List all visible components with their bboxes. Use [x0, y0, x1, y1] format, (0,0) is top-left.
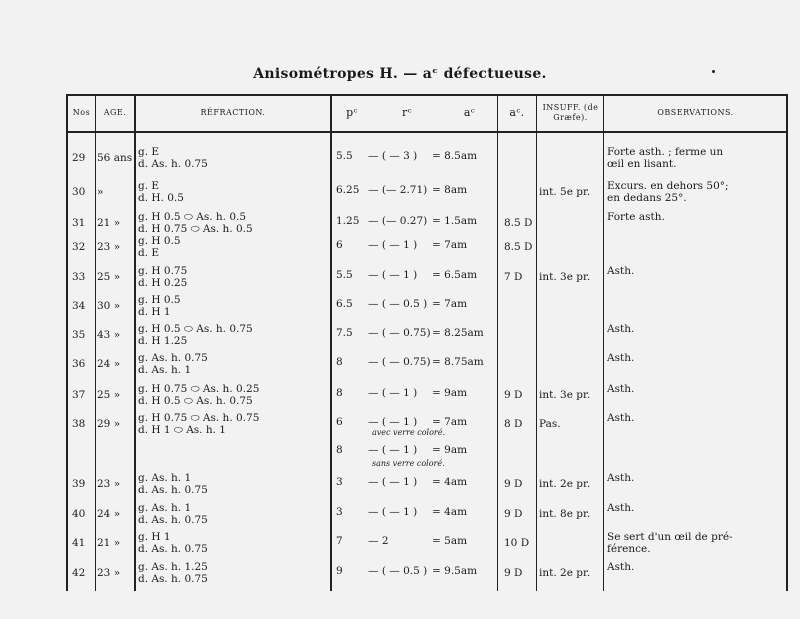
observation-line: Asth.: [607, 265, 635, 277]
refraction-line: g. H 0.75 ⬭ As. h. 0.25: [138, 383, 260, 395]
row-age: 25 »: [97, 271, 121, 283]
refraction-line: d. H 0.5 ⬭ As. h. 0.75: [138, 395, 253, 407]
refraction-line: d. H 1: [138, 306, 171, 318]
observation-line: Asth.: [607, 561, 635, 573]
value-a: = 8.5am: [432, 150, 478, 162]
value-r: — ( — 0.5 ): [368, 298, 428, 310]
row-number: 34: [72, 300, 86, 312]
value-p: 7: [336, 535, 343, 547]
row-number: 35: [72, 329, 86, 341]
observation-line: Asth.: [607, 323, 635, 335]
observation-line: en dedans 25°.: [607, 192, 687, 204]
observation-line: férence.: [607, 543, 651, 555]
value-r: — ( — 1 ): [368, 476, 418, 488]
header-observations: OBSERVATIONS.: [657, 108, 734, 117]
note-without-glass: sans verre coloré.: [372, 459, 445, 468]
header-a2: aᶜ.: [509, 106, 525, 119]
row-number: 39: [72, 478, 86, 490]
value-r: — ( — 0.75): [368, 356, 431, 368]
row-age: »: [97, 186, 104, 198]
value-a: = 1.5am: [432, 215, 478, 227]
value-a2: 10 D: [504, 537, 530, 549]
refraction-line: g. H 0.75 ⬭ As. h. 0.75: [138, 412, 260, 424]
header-no: Nos: [72, 108, 91, 117]
refraction-line: d. As. h. 0.75: [138, 158, 208, 170]
value-a2: 8 D: [504, 418, 523, 430]
note-with-glass: avec verre coloré.: [372, 428, 445, 437]
row-age: 21 »: [97, 537, 121, 549]
value-r: — (— 2.71): [368, 184, 428, 196]
value-a2: 7 D: [504, 271, 523, 283]
refraction-line: g. H 0.5 ⬭ As. h. 0.5: [138, 211, 247, 223]
value-a: = 7am: [432, 239, 468, 251]
header-age: AGE.: [103, 108, 127, 117]
row-number: 31: [72, 217, 86, 229]
col-rule: [536, 94, 537, 591]
value-p: 1.25: [336, 215, 360, 227]
value-a: = 8.25am: [432, 327, 484, 339]
insuff-value: int. 2e pr.: [539, 567, 591, 579]
value-a: = 4am: [432, 506, 468, 518]
value-a: = 5am: [432, 535, 468, 547]
row-age: 23 »: [97, 567, 121, 579]
refraction-line: d. E: [138, 247, 160, 259]
value-p: 8: [336, 387, 343, 399]
row-number: 32: [72, 241, 86, 253]
value-r: — ( — 0.5 ): [368, 565, 428, 577]
insuff-value: int. 2e pr.: [539, 478, 591, 490]
refraction-line: d. H 1.25: [138, 335, 188, 347]
row-number: 30: [72, 186, 86, 198]
refraction-line: d. H 1 ⬭ As. h. 1: [138, 424, 226, 436]
observation-line: Excurs. en dehors 50°;: [607, 180, 729, 192]
col-rule: [786, 94, 788, 591]
row-age: 23 »: [97, 241, 121, 253]
value-a2: 9 D: [504, 389, 523, 401]
refraction-line: g. H 0.75: [138, 265, 188, 277]
value-r: — ( — 1 ): [368, 387, 418, 399]
value-p: 3: [336, 506, 343, 518]
row-age: 23 »: [97, 478, 121, 490]
value-a2: 8.5 D: [504, 217, 533, 229]
row-age: 21 »: [97, 217, 121, 229]
value-a: = 6.5am: [432, 269, 478, 281]
col-rule: [95, 94, 96, 591]
observation-line: Forte asth. ; ferme un: [607, 146, 724, 158]
header-a: aᶜ: [463, 106, 476, 119]
value-p: 9: [336, 565, 343, 577]
col-rule: [330, 94, 332, 591]
insuff-value: int. 5e pr.: [539, 186, 591, 198]
value-r: — 2: [368, 535, 389, 547]
value-a2: 9 D: [504, 478, 523, 490]
refraction-line: g. H 1: [138, 531, 171, 543]
refraction-line: g. H 0.5 ⬭ As. h. 0.75: [138, 323, 253, 335]
value-p: 5.5: [336, 269, 353, 281]
refraction-line: g. As. h. 1.25: [138, 561, 208, 573]
row-number: 42: [72, 567, 86, 579]
value-a2: 8.5 D: [504, 241, 533, 253]
col-rule: [66, 94, 68, 591]
observation-line: Asth.: [607, 352, 635, 364]
refraction-line: d. As. h. 0.75: [138, 484, 208, 496]
col-rule: [134, 94, 136, 591]
row-number: 40: [72, 508, 86, 520]
insuff-value: int. 3e pr.: [539, 271, 591, 283]
value-r: — ( — 1 ): [368, 239, 418, 251]
observation-line: Asth.: [607, 383, 635, 395]
table-title: Anisométropes H. — aᶜ défectueuse.: [253, 66, 547, 82]
observation-line: Se sert d'un œil de pré-: [607, 531, 733, 543]
value-p: 6.5: [336, 298, 353, 310]
col-rule: [603, 94, 604, 591]
observation-line: Asth.: [607, 472, 635, 484]
col-rule: [497, 94, 498, 591]
page-dot: [712, 70, 715, 73]
observation-line: œil en lisant.: [607, 158, 677, 170]
value-a: = 9.5am: [432, 565, 478, 577]
row-age: 29 »: [97, 418, 121, 430]
refraction-line: d. As. h. 0.75: [138, 543, 208, 555]
header-r: rᶜ: [401, 106, 413, 119]
value-p: 8: [336, 356, 343, 368]
insuff-value: int. 8e pr.: [539, 508, 591, 520]
value-p: 6.25: [336, 184, 360, 196]
row-age: 30 »: [97, 300, 121, 312]
refraction-line: g. As. h. 0.75: [138, 352, 208, 364]
row-number: 37: [72, 389, 86, 401]
refraction-line: d. H 0.75 ⬭ As. h. 0.5: [138, 223, 253, 235]
refraction-line: g. E: [138, 146, 160, 158]
row-number: 36: [72, 358, 86, 370]
refraction-line: g. As. h. 1: [138, 502, 192, 514]
value-a: = 7am: [432, 416, 468, 428]
value-a2: 9 D: [504, 508, 523, 520]
value-a: = 9am: [432, 387, 468, 399]
value-p: 6: [336, 416, 343, 428]
value-r: — ( — 0.75): [368, 327, 431, 339]
value-r: — ( — 1 ): [368, 506, 418, 518]
observation-line: Forte asth.: [607, 211, 665, 223]
value-a: = 8.75am: [432, 356, 484, 368]
row-age: 25 »: [97, 389, 121, 401]
value-r: — ( — 1 ): [368, 416, 418, 428]
row-age: 24 »: [97, 508, 121, 520]
insuff-value: Pas.: [539, 418, 561, 430]
header-refraction: RÉFRACTION.: [200, 108, 266, 117]
row-age: 43 »: [97, 329, 121, 341]
value-r: — ( — 1 ): [368, 444, 418, 456]
row-number: 41: [72, 537, 86, 549]
value-r: — ( — 1 ): [368, 269, 418, 281]
value-a: = 4am: [432, 476, 468, 488]
header-p: pᶜ: [346, 106, 358, 119]
value-a: = 8am: [432, 184, 468, 196]
observation-line: Asth.: [607, 412, 635, 424]
row-number: 33: [72, 271, 86, 283]
row-age: 56 ans: [97, 152, 133, 164]
refraction-line: g. E: [138, 180, 160, 192]
value-r: — ( — 3 ): [368, 150, 418, 162]
refraction-line: d. As. h. 0.75: [138, 514, 208, 526]
value-p: 5.5: [336, 150, 353, 162]
value-p: 3: [336, 476, 343, 488]
observation-line: Asth.: [607, 502, 635, 514]
value-a: = 7am: [432, 298, 468, 310]
refraction-line: d. H 0.25: [138, 277, 188, 289]
header-insuff: INSUFF. (de Græfe).: [542, 103, 599, 122]
value-p: 8: [336, 444, 343, 456]
value-r: — (— 0.27): [368, 215, 428, 227]
value-a2: 9 D: [504, 567, 523, 579]
row-number: 29: [72, 152, 86, 164]
value-p: 7.5: [336, 327, 353, 339]
refraction-line: d. As. h. 0.75: [138, 573, 208, 585]
refraction-line: g. As. h. 1: [138, 472, 192, 484]
row-age: 24 »: [97, 358, 121, 370]
value-p: 6: [336, 239, 343, 251]
row-number: 38: [72, 418, 86, 430]
refraction-line: g. H 0.5: [138, 235, 181, 247]
value-a: = 9am: [432, 444, 468, 456]
insuff-value: int. 3e pr.: [539, 389, 591, 401]
refraction-line: g. H 0.5: [138, 294, 181, 306]
refraction-line: d. As. h. 1: [138, 364, 192, 376]
refraction-line: d. H. 0.5: [138, 192, 184, 204]
